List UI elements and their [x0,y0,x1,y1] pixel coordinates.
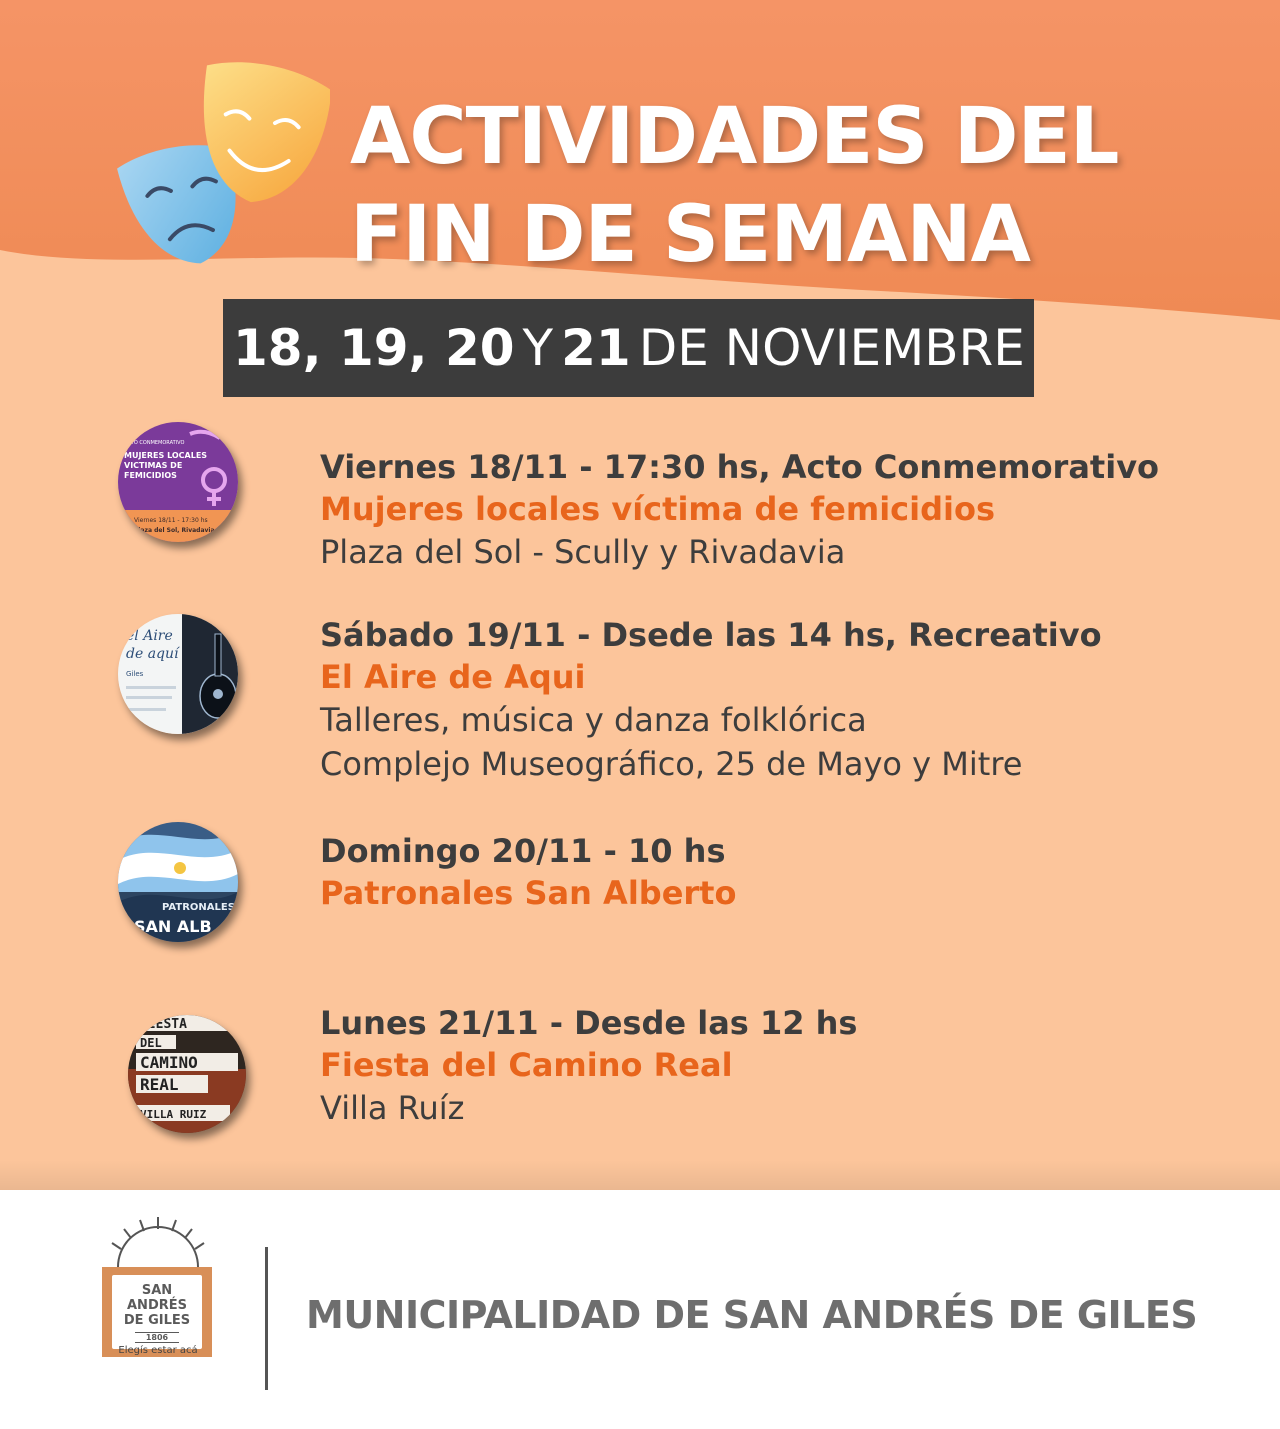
page-title [350,88,1118,284]
thumb-patronales-line2: SAN ALB [134,917,212,936]
divider-shadow [0,1160,1280,1190]
logo-tagline: Elegís estar acá [118,1345,198,1356]
date-month: DE NOVIEMBRE [638,319,1025,377]
footer-divider [265,1247,268,1390]
event-when: Sábado 19/11 - Dsede las 14 hs, Recreativo [320,616,1102,654]
title-line-1: ACTIVIDADES DEL [350,92,1119,182]
event-detail: Plaza del Sol - Scully y Rivadavia [320,533,846,571]
sun-rays-icon [98,1215,218,1271]
thumb-femicidios-line4: FEMICIDIOS [124,471,177,480]
thumb-camino-line3: CAMINO [140,1053,198,1072]
event-detail: Talleres, música y danza folklórica [320,701,867,739]
date-connector: Y [522,319,554,377]
event-title: Fiesta del Camino Real [320,1046,733,1084]
event-detail: Complejo Museográfico, 25 de Mayo y Mitre [320,745,1023,783]
thumb-camino-line2: DEL [140,1036,162,1050]
logo-line-1: SAN [141,1283,173,1298]
thumb-camino-line1: FIESTA [140,1017,187,1032]
event-when: Viernes 18/11 - 17:30 hs, Acto Conmemorativo [320,448,1160,486]
event-title: Patronales San Alberto [320,874,737,912]
thumb-femicidios-line2: MUJERES LOCALES [124,451,208,460]
municipality-logo [98,1215,218,1375]
event-thumbnail-camino[interactable] [128,1015,246,1133]
event-when: Lunes 21/11 - Desde las 12 hs [320,1004,858,1042]
theater-masks-icon [115,60,330,275]
thumb-femicidios-line3: VICTIMAS DE [124,461,183,470]
title-line-2: FIN DE SEMANA [350,190,1031,280]
thumb-camino-line4: REAL [140,1075,179,1094]
event-when: Domingo 20/11 - 10 hs [320,832,726,870]
thumb-femicidios-footer1: Viernes 18/11 - 17:30 hs [134,517,208,524]
date-days-part2: 21 [561,319,631,377]
event-title: Mujeres locales víctima de femicidios [320,490,996,528]
thumb-aire-line3: Giles [126,670,144,678]
event-detail: Villa Ruíz [320,1089,465,1127]
event-thumbnail-patronales[interactable] [118,822,238,942]
thumb-camino-line5: VILLA RUIZ [140,1108,207,1121]
event-text [320,1002,1220,1130]
event-thumbnail-femicidios[interactable] [118,422,238,542]
event-text [320,614,1220,786]
date-banner [223,299,1034,397]
logo-plate [112,1275,202,1349]
event-thumbnail-aire[interactable] [118,614,238,734]
event-text [320,446,1220,574]
logo-frame [102,1267,212,1357]
thumb-femicidios-line1: ACTO CONMEMORATIVO [124,440,185,446]
logo-line-2: ANDRÉS [127,1298,187,1313]
thumb-femicidios-footer2: Plaza del Sol, Rivadavia y [134,527,221,534]
thumb-aire-line1: el Aire [126,628,173,644]
thumb-patronales-line1: PATRONALES [162,902,235,913]
event-text [320,830,1220,914]
date-days-part1: 18, 19, 20 [233,319,515,377]
event-title: El Aire de Aqui [320,658,586,696]
logo-year: 1806 [135,1332,179,1343]
municipality-name: MUNICIPALIDAD DE SAN ANDRÉS DE GILES [306,1293,1198,1337]
thumb-aire-line2: de aquí [126,646,179,662]
logo-line-3: DE GILES [123,1313,191,1328]
